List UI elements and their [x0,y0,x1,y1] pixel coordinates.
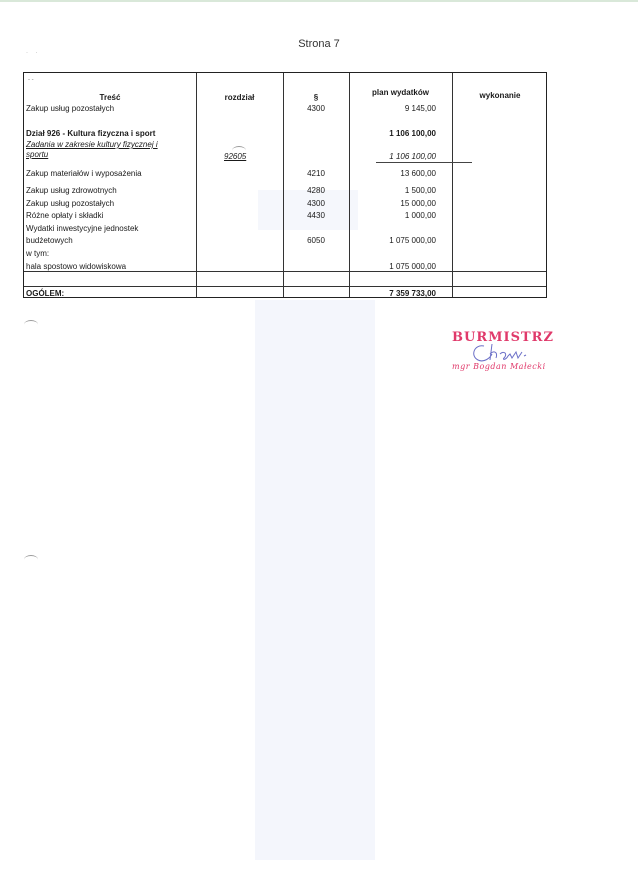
row-plan: 1 500,00 [404,186,436,195]
header-plan: plan wydatków [372,88,429,97]
row-tresc: w tym: [26,249,50,258]
header-tresc: Treść [99,93,121,102]
chapter-tresc-line2: sportu [26,150,49,159]
page-number: Strona 7 [298,38,340,50]
total-label: OGÓLEM: [26,289,65,298]
row-paragraf: 4300 [307,199,325,208]
stamp-name: mgr Bogdan Małecki [452,362,546,371]
row-plan: 9 145,00 [404,104,436,113]
row-divider [24,286,546,287]
row-paragraf: 4300 [307,104,325,113]
row-tresc: Różne opłaty i składki [26,211,104,220]
row-paragraf: 6050 [307,236,325,245]
scan-mark: - - [28,77,34,83]
row-plan: 1 075 000,00 [389,262,436,271]
chapter-plan: 1 106 100,00 [389,152,436,161]
row-tresc: Zakup materiałów i wyposażenia [26,169,142,178]
budget-table [23,72,547,298]
row-paragraf: 4210 [307,169,325,178]
punch-hole-mark [24,320,38,329]
chapter-plan-underline [376,162,472,163]
row-plan: 15 000,00 [400,199,436,208]
column-divider [196,73,197,297]
chapter-tresc-line1: Zadania w zakresie kultury fizycznej i [26,140,158,149]
punch-hole-mark [24,555,38,564]
row-tresc: hala spostowo widowiskowa [26,262,127,271]
chapter-rozdzial: 92605 [224,152,247,161]
row-paragraf: 4280 [307,186,325,195]
section-plan: 1 106 100,00 [389,129,436,138]
column-divider [452,73,453,297]
scan-mark [232,146,246,155]
row-paragraf: 4430 [307,211,325,220]
header-wykonanie: wykonanie [479,91,521,100]
total-plan: 7 359 733,00 [389,289,436,298]
scan-shadow [255,300,375,860]
section-tresc: Dział 926 - Kultura fizyczna i sport [26,129,156,138]
row-plan: 13 600,00 [400,169,436,178]
row-tresc: Zakup usług pozostałych [26,104,115,113]
row-plan: 1 000,00 [404,211,436,220]
stamp-title: BURMISTRZ [452,330,554,345]
row-tresc: Zakup usług pozostałych [26,199,115,208]
header-rozdzial: rozdział [224,93,255,102]
row-tresc: Zakup usług zdrowotnych [26,186,117,195]
row-tresc-line2: budżetowych [26,236,73,245]
scan-speck: · · [26,50,41,56]
top-edge-line [0,0,638,2]
row-plan: 1 075 000,00 [389,236,436,245]
header-paragraf: § [313,93,319,102]
row-tresc-line1: Wydatki inwestycyjne jednostek [26,224,139,233]
column-divider [283,73,284,297]
